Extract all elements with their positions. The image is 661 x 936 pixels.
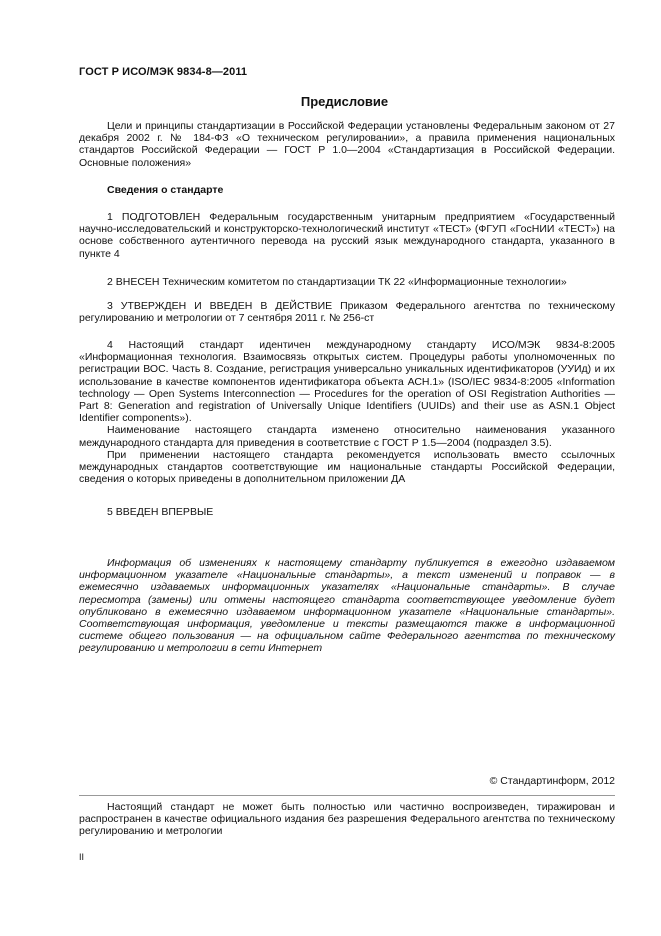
- item-3: 3 УТВЕРЖДЕН И ВВЕДЕН В ДЕЙСТВИЕ Приказом Федерального агентства по техническому регулированию и метрологии от 7 сентября 2011 г. № 256-ст: [79, 300, 615, 325]
- item-5-section: [79, 506, 615, 518]
- notice-section: [79, 557, 615, 655]
- item-2: 2 ВНЕСЕН Техническим комитетом по стандартизации ТК 22 «Информационные технологии»: [107, 276, 567, 288]
- item-1-section: [79, 211, 615, 260]
- item-2-section: [79, 276, 615, 288]
- item-4-note-refs: При применении настоящего стандарта рекомендуется использовать вместо ссылочных международных стандартов соответствующие им национальные стандарты Российской Федерации, сведения о которых приведены в дополнительном приложении ДА: [79, 448, 615, 486]
- notice-paragraph: Информация об изменениях к настоящему стандарту публикуется в ежегодно издаваемом информационном указателе «Национальные стандарты», а текст изменений и поправок — в ежемесячно издаваемых информационных указателях «Национальные стандарты». В случае пересмотра (замены) или отмены настоящего стандарта соответствующее уведомление будет опубликовано в ежемесячно издаваемом информационном указателе «Национальные стандарты». Соответствующая информация, уведомление и тексты размещаются также в информационной системе общего пользования — на официальном сайте Федерального агентства по техническому регулированию и метрологии в сети Интернет: [79, 557, 615, 655]
- divider: [79, 795, 615, 796]
- intro-section: [79, 120, 615, 169]
- footer-paragraph: Настоящий стандарт не может быть полностью или частично воспроизведен, тиражирован и распространен в качестве официального издания без разрешения Федерального агентства по техническому регулированию и метрологии: [79, 801, 615, 838]
- item-4: 4 Настоящий стандарт идентичен международному стандарту ИСО/МЭК 9834-8:2005 «Информационная технология. Взаимосвязь открытых систем. Процедуры работы уполномоченных по регистрации ВОС. Часть 8. Создание, регистрация универсально уникальных идентификаторов (УУИд) и их использование в качестве компонентов идентификатора объекта АСН.1» (ISO/IEC 9834-8:2005 «Information technology — Open Systems Interconnection — Procedures for the operation of OSI Registration Authorities — Part 8: Generation and registration of Universally Unique Identifiers (UUIDs) and their use as ASN.1 Object Identifier components»).: [79, 339, 615, 425]
- item-3-section: [79, 300, 615, 324]
- info-heading-section: [79, 184, 615, 196]
- page-number: II: [79, 852, 85, 862]
- copyright-notice: © Стандартинформ, 2012: [489, 775, 615, 787]
- intro-paragraph: Цели и принципы стандартизации в Российской Федерации установлены Федеральным законом от 27 декабря 2002 г. № 184-ФЗ «О техническом регулировании», а правила применения национальных стандартов Российской Федерации — ГОСТ Р 1.0—2004 «Стандартизация в Российской Федерации. Основные положения»: [79, 120, 615, 169]
- item-4-note-name: Наименование настоящего стандарта изменено относительно наименования указанного международного стандарта для приведения в соответствие с ГОСТ Р 1.5—2004 (подраздел 3.5).: [79, 424, 615, 449]
- item-5: 5 ВВЕДЕН ВПЕРВЫЕ: [107, 506, 214, 518]
- page-title: Предисловие: [300, 94, 389, 109]
- item-4-section: [79, 339, 615, 485]
- standard-code-header: ГОСТ Р ИСО/МЭК 9834-8—2011: [79, 66, 248, 78]
- footer-section: [79, 801, 615, 838]
- info-heading: Сведения о стандарте: [107, 184, 224, 196]
- item-1: 1 ПОДГОТОВЛЕН Федеральным государственным унитарным предприятием «Государственный научно-исследовательский и конструкторско-технологический институт «ТЕСТ» (ФГУП «ГосНИИ «ТЕСТ») на основе собственного аутентичного перевода на русский язык международного стандарта, указанного в пункте 4: [79, 211, 615, 260]
